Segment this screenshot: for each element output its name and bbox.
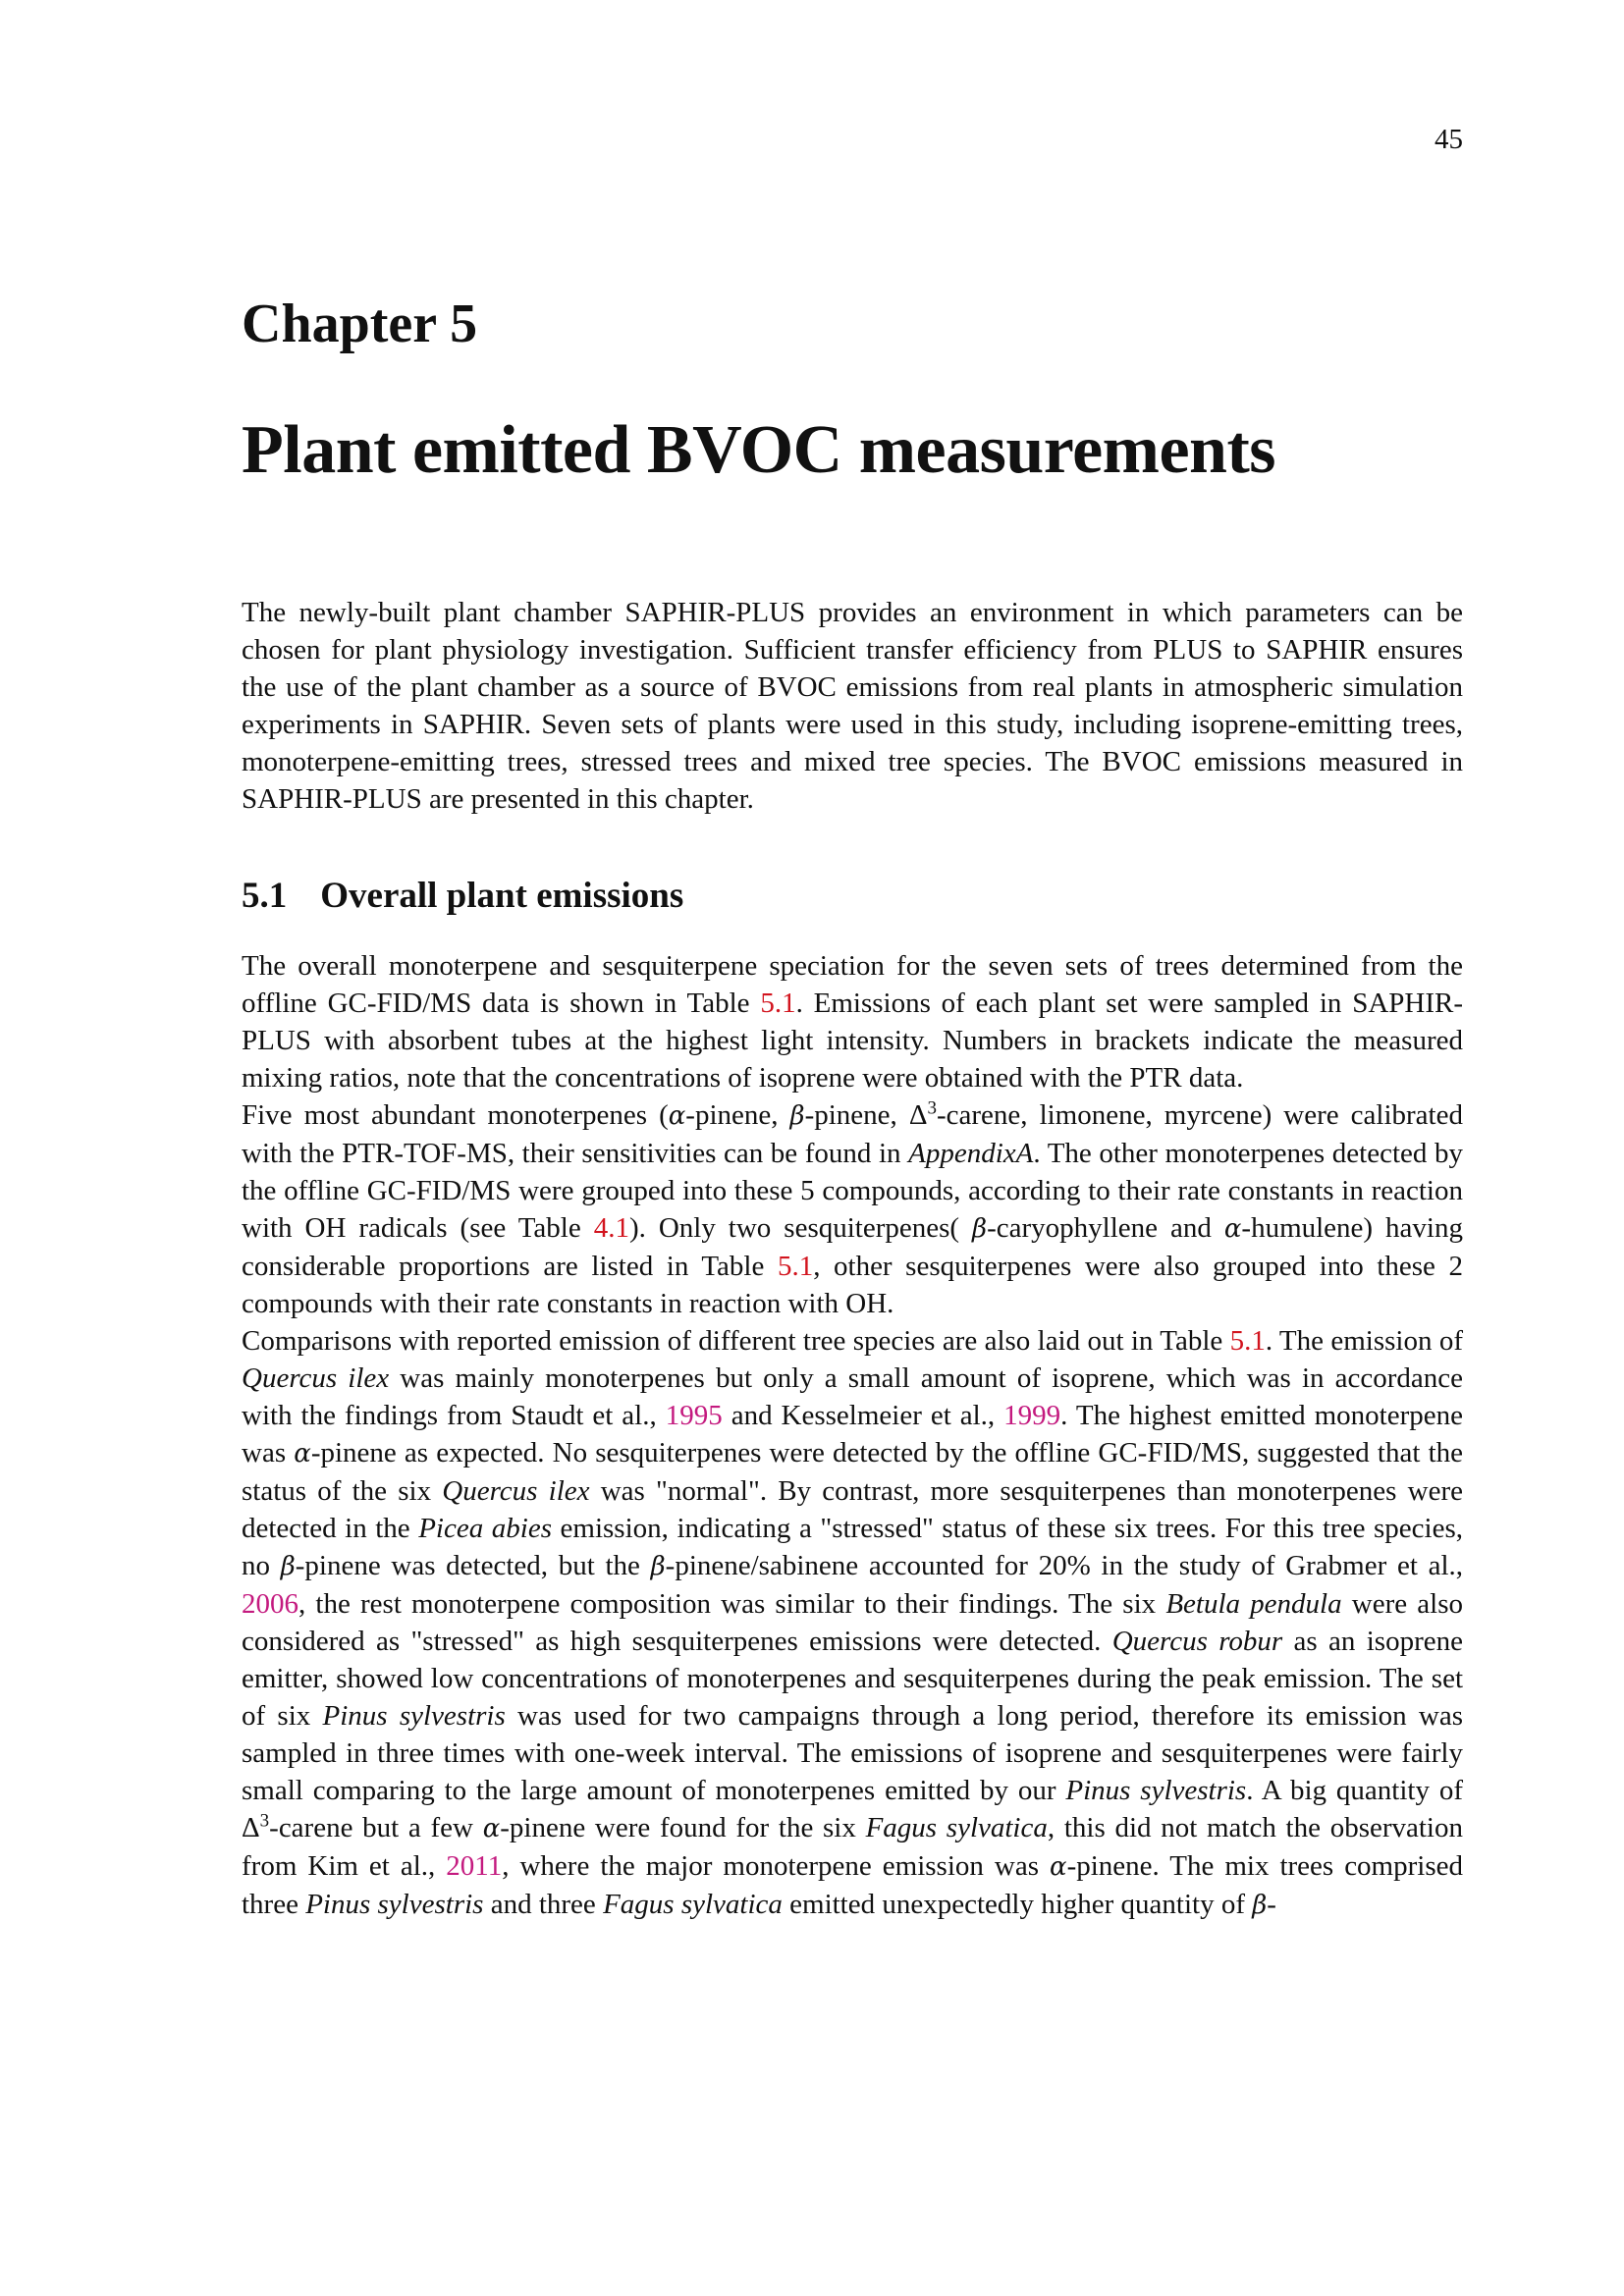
section-number: 5.1: [242, 875, 288, 916]
appendix-reference: AppendixA: [908, 1137, 1034, 1169]
paragraph-comparisons: Comparisons with reported emission of different tree species are also laid out in Table 5.1. The emission of Quercus ilex was mainly monoterpenes but only a small amount of isoprene, which was in accordance with the findings from Staudt et al., 1995 and Kesselmeier et al., 1999. The highest emitted monoterpene was α-pinene as expected. No sesquiterpenes were detected by the offline GC-FID/MS, suggested that the status of the six Quercus ilex was "normal". By contrast, more sesquiterpenes than monoterpenes were detected in the Picea abies emission, indicating a "stressed" status of these six trees. For this tree species, no β-pinene was detected, but the β-pinene/sabinene accounted for 20% in the study of Grabmer et al., 2006, the rest monoterpene composition was similar to their findings. The six Betula pendula were also considered as "stressed" as high sesquiterpenes emissions were detected. Quercus robur as an isoprene emitter, showed low concentrations of monoterpenes and sesquiterpenes during the peak emission. The set of six Pinus sylvestris was used for two campaigns through a long period, therefore its emission was sampled in three times with one-week interval. The emissions of isoprene and sesquiterpenes were fairly small comparing to the large amount of monoterpenes emitted by our Pinus sylvestris. A big quantity of $\Delta^3$-carene but a few α-pinene were found for the six Fagus sylvatica, this did not match the observation from Kim et al., 2011, where the major monoterpene emission was α-pinene. The mix trees comprised three Pinus sylvestris and three Fagus sylvatica emitted unexpectedly higher quantity of β-: [242, 1324, 1464, 1920]
table-ref-link[interactable]: 4.1: [593, 1211, 629, 1244]
chapter-title: Plant emitted BVOC measurements: [242, 411, 1276, 488]
citation-link[interactable]: 1995: [665, 1399, 723, 1431]
section-heading: [242, 875, 1463, 918]
chapter-label: Chapter 5: [242, 294, 478, 354]
paragraph-speciation: The overall monoterpene and sesquiterpene speciation for the seven sets of trees determined from the offline GC-FID/MS data is shown in Table 5.1. Emissions of each plant set were sampled in SAPHIR-PLUS with absorbent tubes at the highest light intensity. Numbers in brackets indicate the measured mixing ratios, note that the concentrations of isoprene were obtained with the PTR data.: [242, 949, 1463, 1094]
citation-link[interactable]: 1999: [1003, 1399, 1061, 1431]
intro-paragraph: The newly-built plant chamber SAPHIR-PLUS provides an environment in which parameters can be chosen for plant physiology investigation. Sufficient transfer efficiency from PLUS to SAPHIR ensures the use of the plant chamber as a source of BVOC emissions from real plants in atmospheric simulation experiments in SAPHIR. Seven sets of plants were used in this study, including isoprene-emitting trees, monoterpene-emitting trees, stressed trees and mixed tree species. The BVOC emissions measured in SAPHIR-PLUS are presented in this chapter.: [242, 596, 1463, 815]
citation-link[interactable]: 2006: [242, 1587, 298, 1620]
table-ref-link[interactable]: 5.1: [1229, 1324, 1266, 1357]
page-content: [242, 294, 1463, 1924]
citation-link[interactable]: 2011: [446, 1849, 503, 1882]
table-ref-link[interactable]: 5.1: [777, 1250, 814, 1282]
page-number: 45: [1435, 124, 1463, 155]
table-ref-link[interactable]: 5.1: [760, 987, 796, 1019]
section-title: Overall plant emissions: [320, 875, 684, 916]
paragraph-calibration: Five most abundant monoterpenes (α-pinene, β-pinene, $\Delta^3$-carene, limonene, myrcene) were calibrated with the PTR-TOF-MS, their sensitivities can be found in AppendixA. The other monoterpenes detected by the offline GC-FID/MS were grouped into these 5 compounds, according to their rate constants in reaction with OH radicals (see Table 4.1). Only two sesquiterpenes( β-caryophyllene and α-humulene) having considerable proportions are listed in Table 5.1, other sesquiterpenes were also grouped into these 2 compounds with their rate constants in reaction with OH.: [242, 1097, 1463, 1319]
